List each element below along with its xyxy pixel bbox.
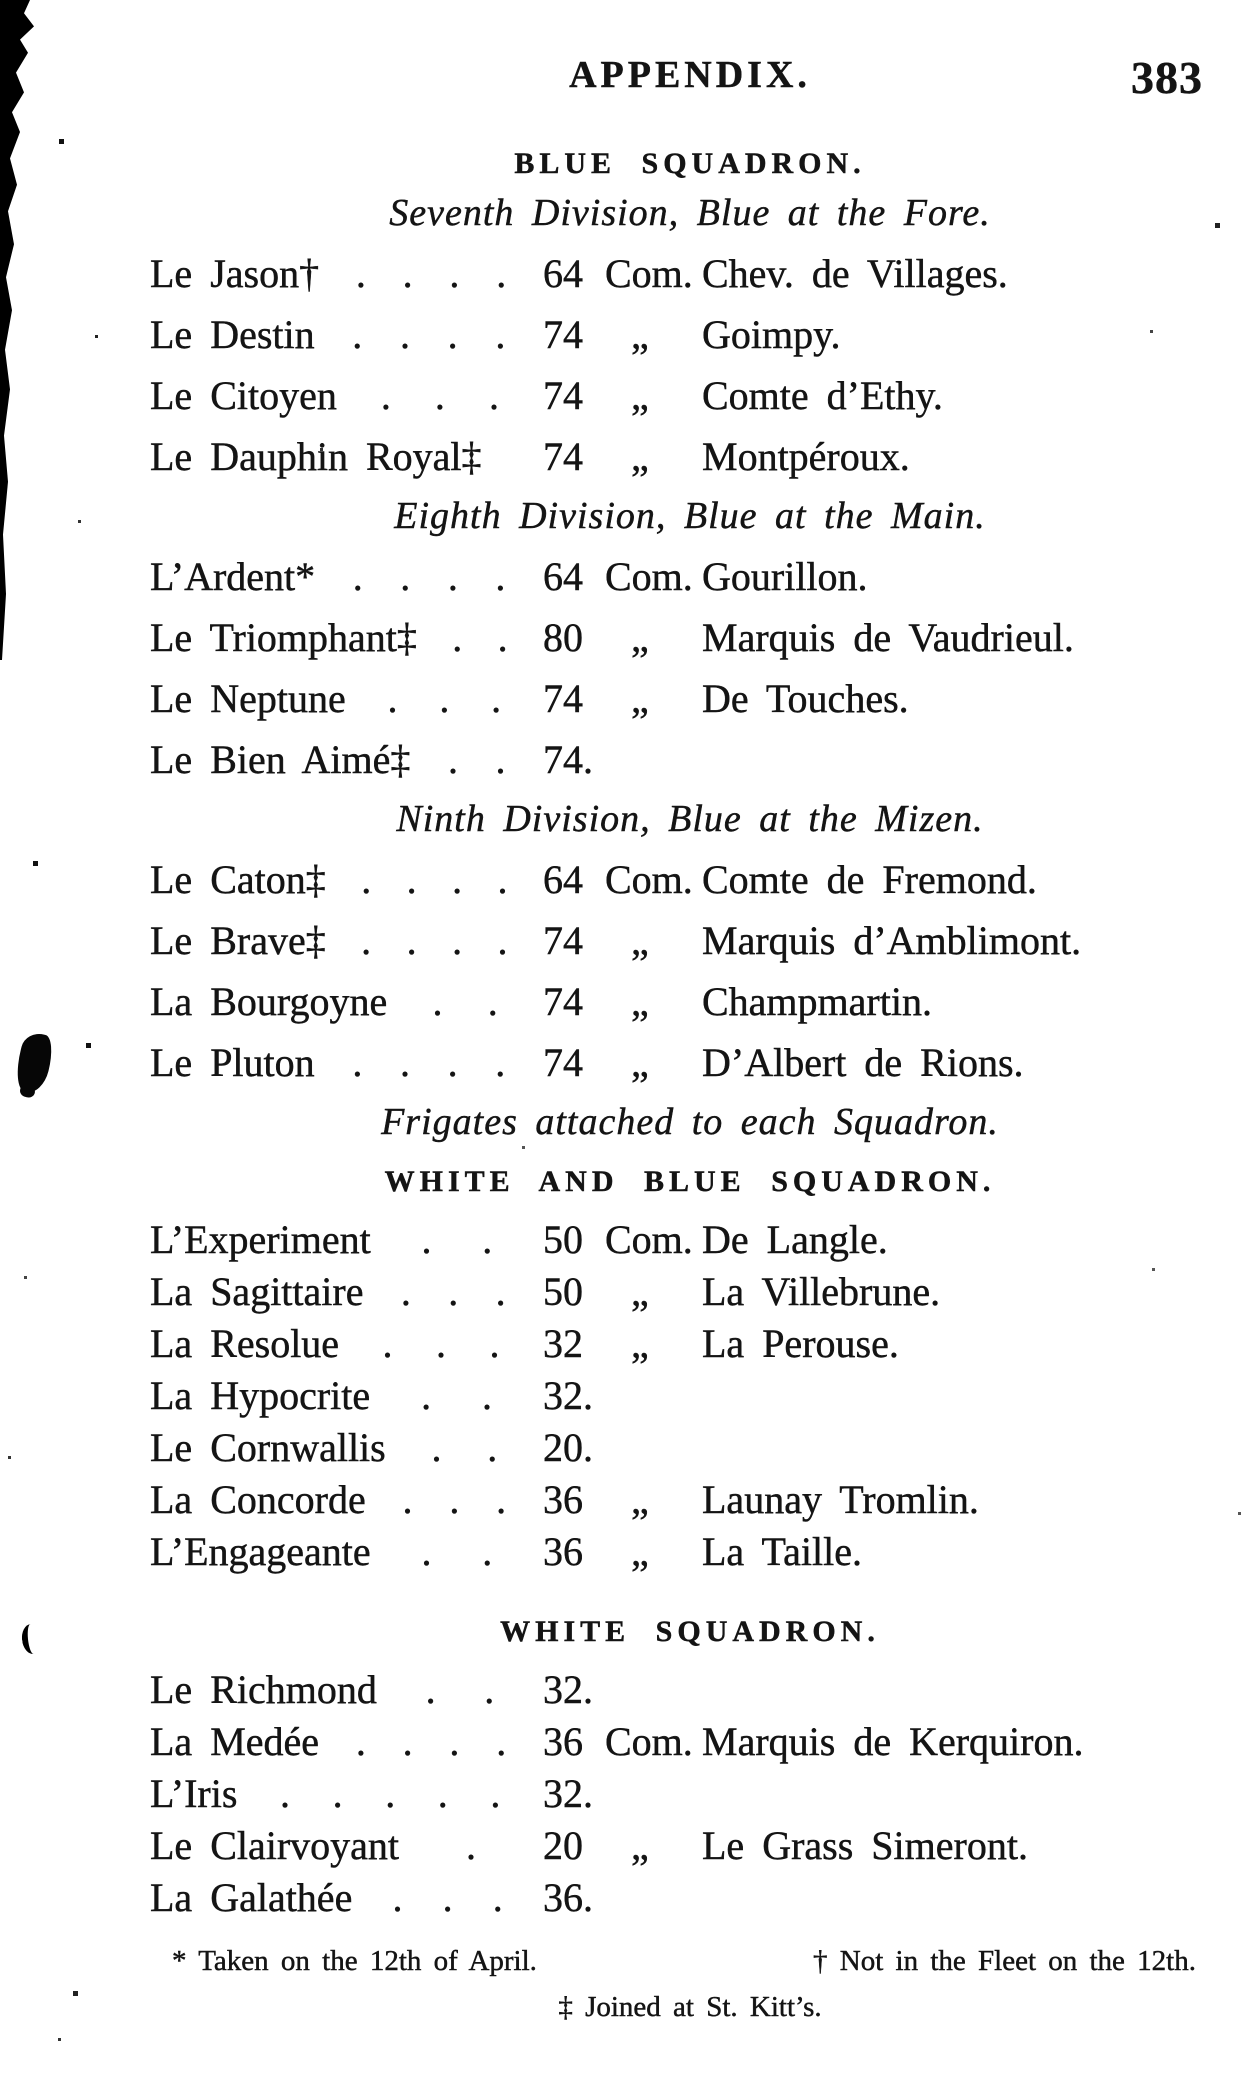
- leader-dots: [237, 1768, 543, 1820]
- leader-dots: [319, 1716, 543, 1768]
- leader-dot: .: [495, 312, 506, 357]
- leader-dot: .: [402, 251, 413, 296]
- ship-name: La Medée: [150, 1719, 320, 1764]
- leader-dot: .: [400, 1269, 411, 1314]
- leader-dot: .: [496, 1477, 507, 1522]
- leader-dot: .: [385, 1771, 396, 1816]
- ship-row: [150, 971, 1230, 1032]
- leader-dot: .: [487, 1425, 498, 1470]
- ship-name-dots: [150, 668, 543, 729]
- leader-dot: .: [399, 1040, 410, 1085]
- leader-dot: .: [495, 1040, 506, 1085]
- squadron-heading-frigates: WHITE AND BLUE SQUADRON.: [384, 1165, 996, 1198]
- footnote-dagger: † Not in the Fleet on the 12th.: [813, 1945, 1196, 1977]
- ditto-mark: „: [631, 312, 649, 357]
- ship-commander: Champmartin.: [702, 979, 932, 1024]
- ship-row: [150, 1422, 1230, 1474]
- ship-name: La Galathée: [150, 1875, 353, 1920]
- leader-dot: .: [425, 1667, 436, 1712]
- ship-commander: Gourillon.: [702, 554, 868, 599]
- leader-dot: .: [488, 373, 499, 418]
- ship-guns: 36: [543, 1477, 583, 1522]
- ditto-mark: „: [631, 1269, 649, 1314]
- division-ships: [150, 243, 1230, 487]
- leader-dots: [377, 1664, 543, 1716]
- ship-name: Le Bien Aimé‡: [150, 737, 411, 782]
- ship-name: L’Experiment: [150, 1217, 371, 1262]
- leader-dot: .: [491, 676, 502, 721]
- com-label: Com.: [605, 554, 693, 599]
- footnotes-row: [150, 1938, 1230, 1984]
- leader-dot: .: [355, 251, 366, 296]
- leader-dot: .: [432, 979, 443, 1024]
- leader-dot: .: [447, 737, 458, 782]
- ship-guns: 36.: [543, 1875, 593, 1920]
- ditto-mark: „: [631, 676, 649, 721]
- leader-dot: .: [447, 1040, 458, 1085]
- leader-dots: [352, 1872, 543, 1924]
- ship-row: [150, 1370, 1230, 1422]
- ship-name: La Bourgoyne: [150, 979, 388, 1024]
- leader-dots: [315, 546, 543, 607]
- ship-commander: Goimpy.: [702, 312, 841, 357]
- leader-dot: .: [436, 1321, 447, 1366]
- ship-name-dots: [150, 607, 543, 668]
- leader-dot: .: [431, 1425, 442, 1470]
- ship-commander: Marquis de Kerquiron.: [702, 1719, 1084, 1764]
- leader-dots: [315, 304, 543, 365]
- ditto-mark: „: [631, 1477, 649, 1522]
- leader-dot: .: [361, 857, 372, 902]
- ship-row: [150, 607, 1230, 668]
- com-label: Com.: [605, 1217, 693, 1262]
- ship-name: La Concorde: [150, 1477, 366, 1522]
- ship-row: [150, 1664, 1230, 1716]
- ditto-mark: „: [631, 373, 649, 418]
- squadron-ships: [150, 1664, 1230, 1924]
- ship-guns: 32: [543, 1321, 583, 1366]
- ship-name: L’Iris: [150, 1771, 238, 1816]
- ship-guns: 20.: [543, 1425, 593, 1470]
- ship-name: Le Cornwallis: [150, 1425, 386, 1470]
- leader-dot: .: [382, 1321, 393, 1366]
- ship-name-dots: [150, 1768, 543, 1820]
- division-ships: [150, 849, 1230, 1093]
- leader-dots: [346, 668, 543, 729]
- leader-dot: .: [495, 554, 506, 599]
- leader-dot: .: [449, 1719, 460, 1764]
- ship-row: [150, 1032, 1230, 1093]
- ship-name-dots: [150, 1266, 543, 1318]
- ship-row: [150, 668, 1230, 729]
- ship-guns: 80: [543, 615, 583, 660]
- ditto-mark: „: [631, 918, 649, 963]
- leader-dot: .: [437, 1771, 448, 1816]
- ship-commander: Comte d’Ethy.: [702, 373, 943, 418]
- ship-name: Le Pluton: [150, 1040, 315, 1085]
- ship-row: [150, 1318, 1230, 1370]
- ditto-mark: „: [631, 1529, 649, 1574]
- ship-name: La Resolue: [150, 1321, 340, 1366]
- leader-dot: .: [387, 676, 398, 721]
- ditto-mark: „: [631, 1321, 649, 1366]
- leader-dot: .: [452, 857, 463, 902]
- ship-name: Le Richmond: [150, 1667, 377, 1712]
- ship-commander: D’Albert de Rions.: [702, 1040, 1024, 1085]
- ship-name-dots: [150, 1214, 543, 1266]
- ship-name: L’Ardent*: [150, 554, 316, 599]
- leader-dots: [387, 971, 543, 1032]
- leader-dot: .: [402, 1477, 413, 1522]
- ship-name-dots: [150, 304, 543, 365]
- leader-dot: .: [355, 1719, 366, 1764]
- ship-list: [150, 144, 1230, 1924]
- leader-dot: .: [434, 373, 445, 418]
- leader-dot: .: [280, 1771, 290, 1816]
- ink-mark: [20, 1623, 43, 1655]
- com-label: Com.: [605, 857, 693, 902]
- leader-dot: .: [380, 373, 391, 418]
- ship-guns: 74.: [543, 737, 593, 782]
- ship-guns: 74: [543, 979, 583, 1024]
- ship-commander: De Touches.: [702, 676, 909, 721]
- leader-dot: .: [439, 676, 450, 721]
- leader-dot: .: [490, 1771, 501, 1816]
- leader-dots: [339, 1318, 543, 1370]
- leader-dots: [386, 1422, 543, 1474]
- ship-row: [150, 1768, 1230, 1820]
- ship-name-dots: [150, 1872, 543, 1924]
- ship-name-dots: [150, 1370, 543, 1422]
- scan-edge-artifact: [0, 0, 34, 660]
- leader-dot: .: [400, 554, 411, 599]
- ship-commander: Launay Tromlin.: [702, 1477, 979, 1522]
- ship-name-dots: [150, 1820, 543, 1872]
- leader-dots: [315, 1032, 543, 1093]
- leader-dots: [371, 1526, 543, 1578]
- leader-dots: [319, 243, 543, 304]
- ship-name: Le Dauphin Royal‡: [150, 434, 482, 479]
- leader-dots: [410, 729, 543, 790]
- ship-name: Le Clairvoyant: [150, 1823, 400, 1868]
- division-ships: [150, 546, 1230, 790]
- ship-name-dots: [150, 1318, 543, 1370]
- leader-dot: .: [448, 1269, 459, 1314]
- leader-dot: .: [452, 918, 463, 963]
- ditto-mark: „: [631, 615, 649, 660]
- squadron-heading-frigates: WHITE SQUADRON.: [500, 1615, 880, 1648]
- com-label: Com.: [605, 251, 693, 296]
- ship-commander: La Perouse.: [702, 1321, 899, 1366]
- ship-commander: Comte de Fremond.: [702, 857, 1037, 902]
- leader-dots: [363, 1266, 543, 1318]
- leader-dot: .: [332, 1771, 343, 1816]
- leader-dot: .: [452, 615, 463, 660]
- leader-dot: .: [495, 1269, 506, 1314]
- squadron-heading-blue: BLUE SQUADRON.: [514, 147, 866, 180]
- leader-dot: .: [492, 1875, 503, 1920]
- leader-dot: .: [449, 1477, 460, 1522]
- ship-row: [150, 304, 1230, 365]
- leader-dot: .: [496, 251, 507, 296]
- leader-dots: [326, 910, 543, 971]
- ship-row: [150, 243, 1230, 304]
- ditto-mark: „: [631, 1040, 649, 1085]
- ship-name: L’Engageante: [150, 1529, 371, 1574]
- leader-dot: .: [482, 1373, 493, 1418]
- leader-dot: .: [399, 312, 410, 357]
- ship-name: La Hypocrite: [150, 1373, 371, 1418]
- ship-name: Le Destin: [150, 312, 315, 357]
- ship-commander: Marquis de Vaudrieul.: [702, 615, 1074, 660]
- running-head: APPENDIX.: [569, 54, 811, 96]
- ditto-mark: „: [631, 1823, 649, 1868]
- ship-guns: 32.: [543, 1771, 593, 1816]
- ship-guns: 20: [543, 1823, 583, 1868]
- leader-dot: .: [484, 1667, 495, 1712]
- leader-dot: .: [406, 918, 417, 963]
- ship-guns: 64: [543, 857, 583, 902]
- leader-dot: .: [442, 1875, 453, 1920]
- ship-name: Le Brave‡: [150, 918, 326, 963]
- leader-dot: .: [402, 1719, 413, 1764]
- division-heading: Seventh Division, Blue at the Fore.: [389, 192, 991, 234]
- leader-dot: .: [421, 1529, 432, 1574]
- scan-speckles: [0, 0, 3, 3]
- ship-guns: 36: [543, 1529, 583, 1574]
- ship-row: [150, 1716, 1230, 1768]
- ship-row: [150, 1214, 1230, 1266]
- leader-dot: .: [421, 1217, 432, 1262]
- leader-dots: [366, 1474, 543, 1526]
- leader-dot: .: [447, 554, 458, 599]
- ship-guns: 74: [543, 312, 583, 357]
- ship-guns: 32.: [543, 1667, 593, 1712]
- ship-row: [150, 1820, 1230, 1872]
- leader-dot: .: [497, 857, 508, 902]
- ship-name: Le Jason†: [150, 251, 320, 296]
- ship-name-dots: [150, 546, 543, 607]
- leader-dots: [371, 1214, 543, 1266]
- division-heading: Ninth Division, Blue at the Mizen.: [396, 798, 984, 840]
- leader-dots: [326, 849, 543, 910]
- ship-name-dots: [150, 1526, 543, 1578]
- ship-row: [150, 546, 1230, 607]
- leader-dot: .: [487, 979, 498, 1024]
- ship-guns: 36: [543, 1719, 583, 1764]
- ship-row: [150, 365, 1230, 426]
- ditto-mark: „: [631, 434, 649, 479]
- ship-guns: 74: [543, 918, 583, 963]
- ship-commander: De Langle.: [702, 1217, 888, 1262]
- leader-dot: .: [497, 615, 508, 660]
- leader-dot: .: [497, 918, 508, 963]
- ship-row: [150, 1872, 1230, 1924]
- ship-name-dots: [150, 1422, 543, 1474]
- ship-name: La Sagittaire: [150, 1269, 364, 1314]
- com-label: Com.: [605, 1719, 693, 1764]
- ship-commander: Le Grass Simeront.: [702, 1823, 1028, 1868]
- leader-dot: .: [496, 1719, 507, 1764]
- ship-row: [150, 729, 1230, 790]
- ship-name: Le Neptune: [150, 676, 346, 721]
- leader-dot: .: [489, 1321, 500, 1366]
- ship-row: [150, 910, 1230, 971]
- ship-row: [150, 426, 1230, 487]
- ship-name: Le Triomphant‡: [150, 615, 417, 660]
- leader-dot: .: [482, 1217, 493, 1262]
- ship-guns: 50: [543, 1269, 583, 1314]
- ship-guns: 50: [543, 1217, 583, 1262]
- ship-name: Le Caton‡: [150, 857, 326, 902]
- ship-row: [150, 1526, 1230, 1578]
- leader-dots: [370, 1370, 543, 1422]
- ship-guns: 64: [543, 554, 583, 599]
- leader-dot: .: [352, 1040, 363, 1085]
- ship-commander: La Taille.: [702, 1529, 862, 1574]
- ship-guns: 74: [543, 1040, 583, 1085]
- leader-dot: .: [495, 737, 506, 782]
- page-content: [150, 0, 1230, 2030]
- ink-blot: [11, 1030, 57, 1096]
- ship-name-dots: [150, 1716, 543, 1768]
- leader-dot: .: [406, 857, 417, 902]
- ship-name-dots: [150, 910, 543, 971]
- ship-commander: Chev. de Villages.: [702, 251, 1008, 296]
- ship-row: [150, 849, 1230, 910]
- ship-name-dots: [150, 365, 543, 426]
- ship-name-dots: [150, 1032, 543, 1093]
- ship-name-dots: [150, 1474, 543, 1526]
- ship-guns: 64: [543, 251, 583, 296]
- frigates-heading: Frigates attached to each Squadron.: [381, 1101, 999, 1143]
- ship-row: [150, 1266, 1230, 1318]
- ship-name-dots: [150, 426, 543, 487]
- leader-dot: .: [421, 1373, 432, 1418]
- ship-guns: 74: [543, 434, 583, 479]
- ship-name-dots: [150, 1664, 543, 1716]
- leader-dot: .: [447, 312, 458, 357]
- ship-commander: Montpéroux.: [702, 434, 910, 479]
- ship-name-dots: [150, 729, 543, 790]
- leader-dots: [337, 365, 543, 426]
- ship-guns: 74: [543, 373, 583, 418]
- ship-name-dots: [150, 243, 543, 304]
- leader-dots: [417, 607, 543, 668]
- leader-dot: .: [352, 312, 363, 357]
- leader-dot: .: [392, 1875, 403, 1920]
- ship-guns: 74: [543, 676, 583, 721]
- ship-guns: 32.: [543, 1373, 593, 1418]
- leader-dot: .: [482, 1529, 493, 1574]
- squadron-ships: [150, 1214, 1230, 1578]
- ship-row: [150, 1474, 1230, 1526]
- page-number: 383: [1131, 52, 1203, 103]
- ship-name-dots: [150, 971, 543, 1032]
- leader-dot: .: [352, 554, 363, 599]
- ship-name-dots: [150, 849, 543, 910]
- leader-dot: .: [449, 251, 460, 296]
- leader-dots: [399, 1820, 543, 1872]
- ship-commander: Marquis d’Amblimont.: [702, 918, 1082, 963]
- leader-dot: .: [361, 918, 372, 963]
- ditto-mark: „: [631, 979, 649, 1024]
- leader-dot: .: [466, 1823, 477, 1868]
- ship-name: Le Citoyen: [150, 373, 337, 418]
- division-heading: Eighth Division, Blue at the Main.: [394, 495, 986, 537]
- ship-commander: La Villebrune.: [702, 1269, 941, 1314]
- footnote-asterisk: * Taken on the 12th of April.: [172, 1945, 537, 1977]
- footnote-double-dagger: ‡ Joined at St. Kitt’s.: [558, 1991, 822, 2023]
